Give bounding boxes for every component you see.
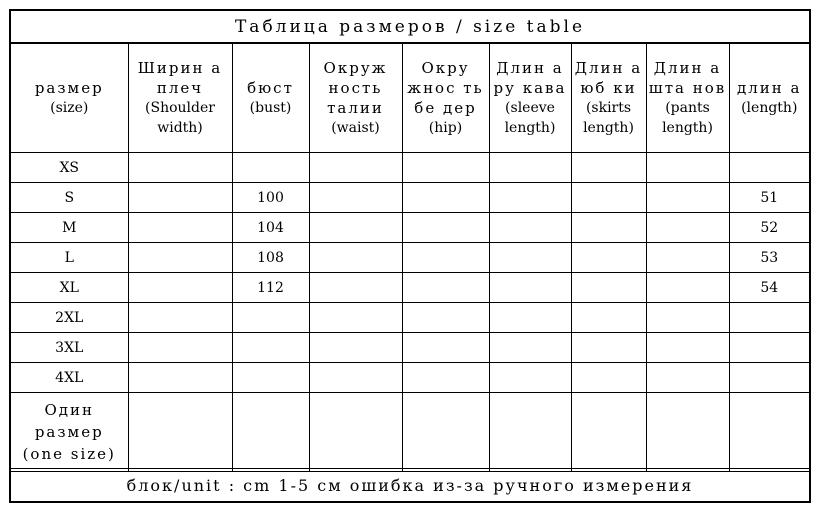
- cell-shoulder-width: [128, 303, 232, 333]
- table-row: [11, 243, 809, 273]
- cell-hip: [402, 393, 489, 472]
- cell-skirt-length: [571, 153, 646, 183]
- cell-size: M: [11, 213, 128, 243]
- header-size: размер (size): [11, 44, 128, 153]
- header-pants-length: Длин а шта нов (pants length): [646, 44, 729, 153]
- cell-hip: [402, 213, 489, 243]
- cell-skirt-length: [571, 303, 646, 333]
- cell-length: [729, 303, 809, 333]
- cell-waist: [309, 333, 402, 363]
- cell-bust: [232, 333, 309, 363]
- cell-pants-length: [646, 363, 729, 393]
- cell-size: XL: [11, 273, 128, 303]
- cell-bust: 104: [232, 213, 309, 243]
- table-row: [11, 183, 809, 213]
- cell-sleeve-length: [489, 183, 571, 213]
- cell-waist: [309, 363, 402, 393]
- header-shoulder-width: Ширин а плеч (Shoulder width): [128, 44, 232, 153]
- cell-sleeve-length: [489, 393, 571, 472]
- table-row: [11, 393, 809, 472]
- cell-skirt-length: [571, 393, 646, 472]
- cell-shoulder-width: [128, 363, 232, 393]
- cell-length: 51: [729, 183, 809, 213]
- table-row: [11, 303, 809, 333]
- cell-size: 3XL: [11, 333, 128, 363]
- cell-size: S: [11, 183, 128, 213]
- cell-size: XS: [11, 153, 128, 183]
- cell-pants-length: [646, 393, 729, 472]
- cell-hip: [402, 243, 489, 273]
- cell-length: 53: [729, 243, 809, 273]
- table-row: [11, 363, 809, 393]
- cell-shoulder-width: [128, 273, 232, 303]
- cell-length: 52: [729, 213, 809, 243]
- cell-size: L: [11, 243, 128, 273]
- cell-hip: [402, 153, 489, 183]
- cell-sleeve-length: [489, 333, 571, 363]
- cell-shoulder-width: [128, 333, 232, 363]
- cell-hip: [402, 273, 489, 303]
- cell-sleeve-length: [489, 243, 571, 273]
- cell-shoulder-width: [128, 213, 232, 243]
- table-row: [11, 333, 809, 363]
- cell-sleeve-length: [489, 303, 571, 333]
- cell-hip: [402, 303, 489, 333]
- cell-bust: [232, 363, 309, 393]
- cell-waist: [309, 213, 402, 243]
- cell-hip: [402, 333, 489, 363]
- cell-shoulder-width: [128, 153, 232, 183]
- table-row: [11, 213, 809, 243]
- cell-pants-length: [646, 153, 729, 183]
- cell-skirt-length: [571, 183, 646, 213]
- cell-sleeve-length: [489, 153, 571, 183]
- cell-bust: [232, 153, 309, 183]
- cell-skirt-length: [571, 273, 646, 303]
- cell-size: 2XL: [11, 303, 128, 333]
- cell-shoulder-width: [128, 393, 232, 472]
- cell-bust: [232, 393, 309, 472]
- header-bust: бюст (bust): [232, 44, 309, 153]
- measurement-note: блок/unit : cm 1-5 см ошибка из-за ручного измерения: [11, 468, 809, 501]
- cell-length: [729, 153, 809, 183]
- cell-pants-length: [646, 333, 729, 363]
- cell-hip: [402, 183, 489, 213]
- cell-bust: 108: [232, 243, 309, 273]
- cell-sleeve-length: [489, 273, 571, 303]
- cell-waist: [309, 183, 402, 213]
- cell-sleeve-length: [489, 363, 571, 393]
- cell-waist: [309, 153, 402, 183]
- cell-skirt-length: [571, 363, 646, 393]
- cell-pants-length: [646, 183, 729, 213]
- cell-skirt-length: [571, 243, 646, 273]
- header-skirt-length: Длин а юб ки (skirts length): [571, 44, 646, 153]
- cell-skirt-length: [571, 333, 646, 363]
- cell-sleeve-length: [489, 213, 571, 243]
- cell-shoulder-width: [128, 243, 232, 273]
- cell-pants-length: [646, 273, 729, 303]
- header-length: длин а (length): [729, 44, 809, 153]
- header-waist: Окруж ность талии (waist): [309, 44, 402, 153]
- table-row: [11, 273, 809, 303]
- cell-length: 54: [729, 273, 809, 303]
- cell-length: [729, 363, 809, 393]
- cell-size: 4XL: [11, 363, 128, 393]
- table-title: Таблица размеров / size table: [11, 11, 809, 43]
- cell-bust: 100: [232, 183, 309, 213]
- cell-pants-length: [646, 243, 729, 273]
- cell-length: [729, 393, 809, 472]
- cell-pants-length: [646, 303, 729, 333]
- cell-waist: [309, 243, 402, 273]
- size-table-sheet: [9, 9, 811, 503]
- cell-waist: [309, 393, 402, 472]
- size-table: [11, 43, 809, 472]
- cell-waist: [309, 273, 402, 303]
- header-row: [11, 44, 809, 153]
- cell-hip: [402, 363, 489, 393]
- cell-bust: 112: [232, 273, 309, 303]
- cell-bust: [232, 303, 309, 333]
- cell-waist: [309, 303, 402, 333]
- cell-skirt-length: [571, 213, 646, 243]
- cell-length: [729, 333, 809, 363]
- table-row: [11, 153, 809, 183]
- header-sleeve-length: Длин а ру кава (sleeve length): [489, 44, 571, 153]
- cell-size: Один размер (one size): [11, 393, 128, 472]
- header-hip: Окру жнос ть бе дер (hip): [402, 44, 489, 153]
- cell-pants-length: [646, 213, 729, 243]
- cell-shoulder-width: [128, 183, 232, 213]
